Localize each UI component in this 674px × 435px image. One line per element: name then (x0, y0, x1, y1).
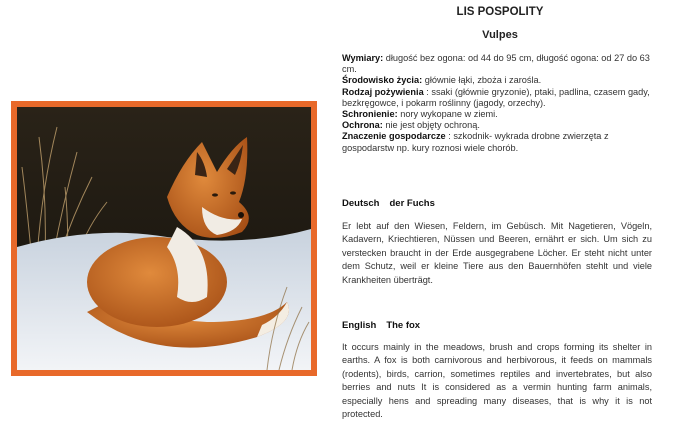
fox-illustration (17, 107, 311, 370)
fact-label: Schronienie: (342, 109, 398, 120)
fact-text: : ssaki (głównie gryzonie), ptaki, padlina, czasem gady, bezkręgowce, i pokarm roślinny (jagody, orzechy). (342, 86, 650, 108)
fact-text: nory wykopane w ziemi. (397, 109, 498, 120)
fact-protection (342, 120, 658, 131)
fact-label: Znaczenie gospodarcze (342, 131, 446, 142)
english-description: It occurs mainly in the meadows, brush and crops forming its shelter in earths. A fox is both carnivorous and herbivorous, it feeds on mammals (rodents), birds, carrion, sometimes reptiles and invertebrates, but also berries and nuts It is considered as a vermin hunting farm animals, especially hens and spreading many diseases, that is why it is not protected. (342, 342, 652, 420)
fact-text: długość bez ogona: od 44 do 95 cm, długość ogona: od 27 do 63 cm. (342, 53, 650, 75)
german-animal-name: der Fuchs (389, 198, 435, 209)
facts-list (342, 53, 658, 154)
english-heading (342, 320, 420, 331)
german-description: Er lebt auf den Wiesen, Feldern, im Gebüsch. Mit Nagetieren, Vögeln, Kadavern, Kriechtieren, Nüssen und Beeren, ernährt er sich. Um sich zu verstecken braucht in der Erde ausgegrabene Löcher. Er steht nicht unter dem Schutz, weil er kleine Tiere aus den Bauernhöfen stehlt und viele Krankheiten überträgt. (342, 221, 652, 285)
german-heading (342, 198, 435, 209)
fact-shelter (342, 109, 658, 120)
german-language-label: Deutsch (342, 198, 380, 209)
english-animal-name: The fox (386, 320, 421, 331)
fox-photo (11, 101, 317, 376)
fact-economic-importance (342, 131, 658, 153)
fact-text: : szkodnik- wykrada drobne zwierzęta z gospodarstw np. kury roznosi wiele chorób. (342, 131, 609, 153)
fact-text: nie jest objęty ochroną. (382, 120, 480, 131)
fact-label: Ochrona: (342, 120, 383, 131)
latin-name: Vulpes (482, 29, 518, 41)
fact-text: głównie łąki, zboża i zarośla. (422, 75, 542, 86)
fact-label: Środowisko życia: (342, 75, 423, 86)
fact-label: Wymiary: (342, 53, 384, 63)
fact-label: Rodzaj pożywienia (342, 86, 424, 97)
fact-dimensions (342, 53, 658, 75)
english-language-label: English (342, 320, 377, 331)
fact-habitat (342, 75, 658, 86)
fact-food (342, 87, 658, 109)
page-title: LIS POSPOLITY (456, 6, 544, 18)
